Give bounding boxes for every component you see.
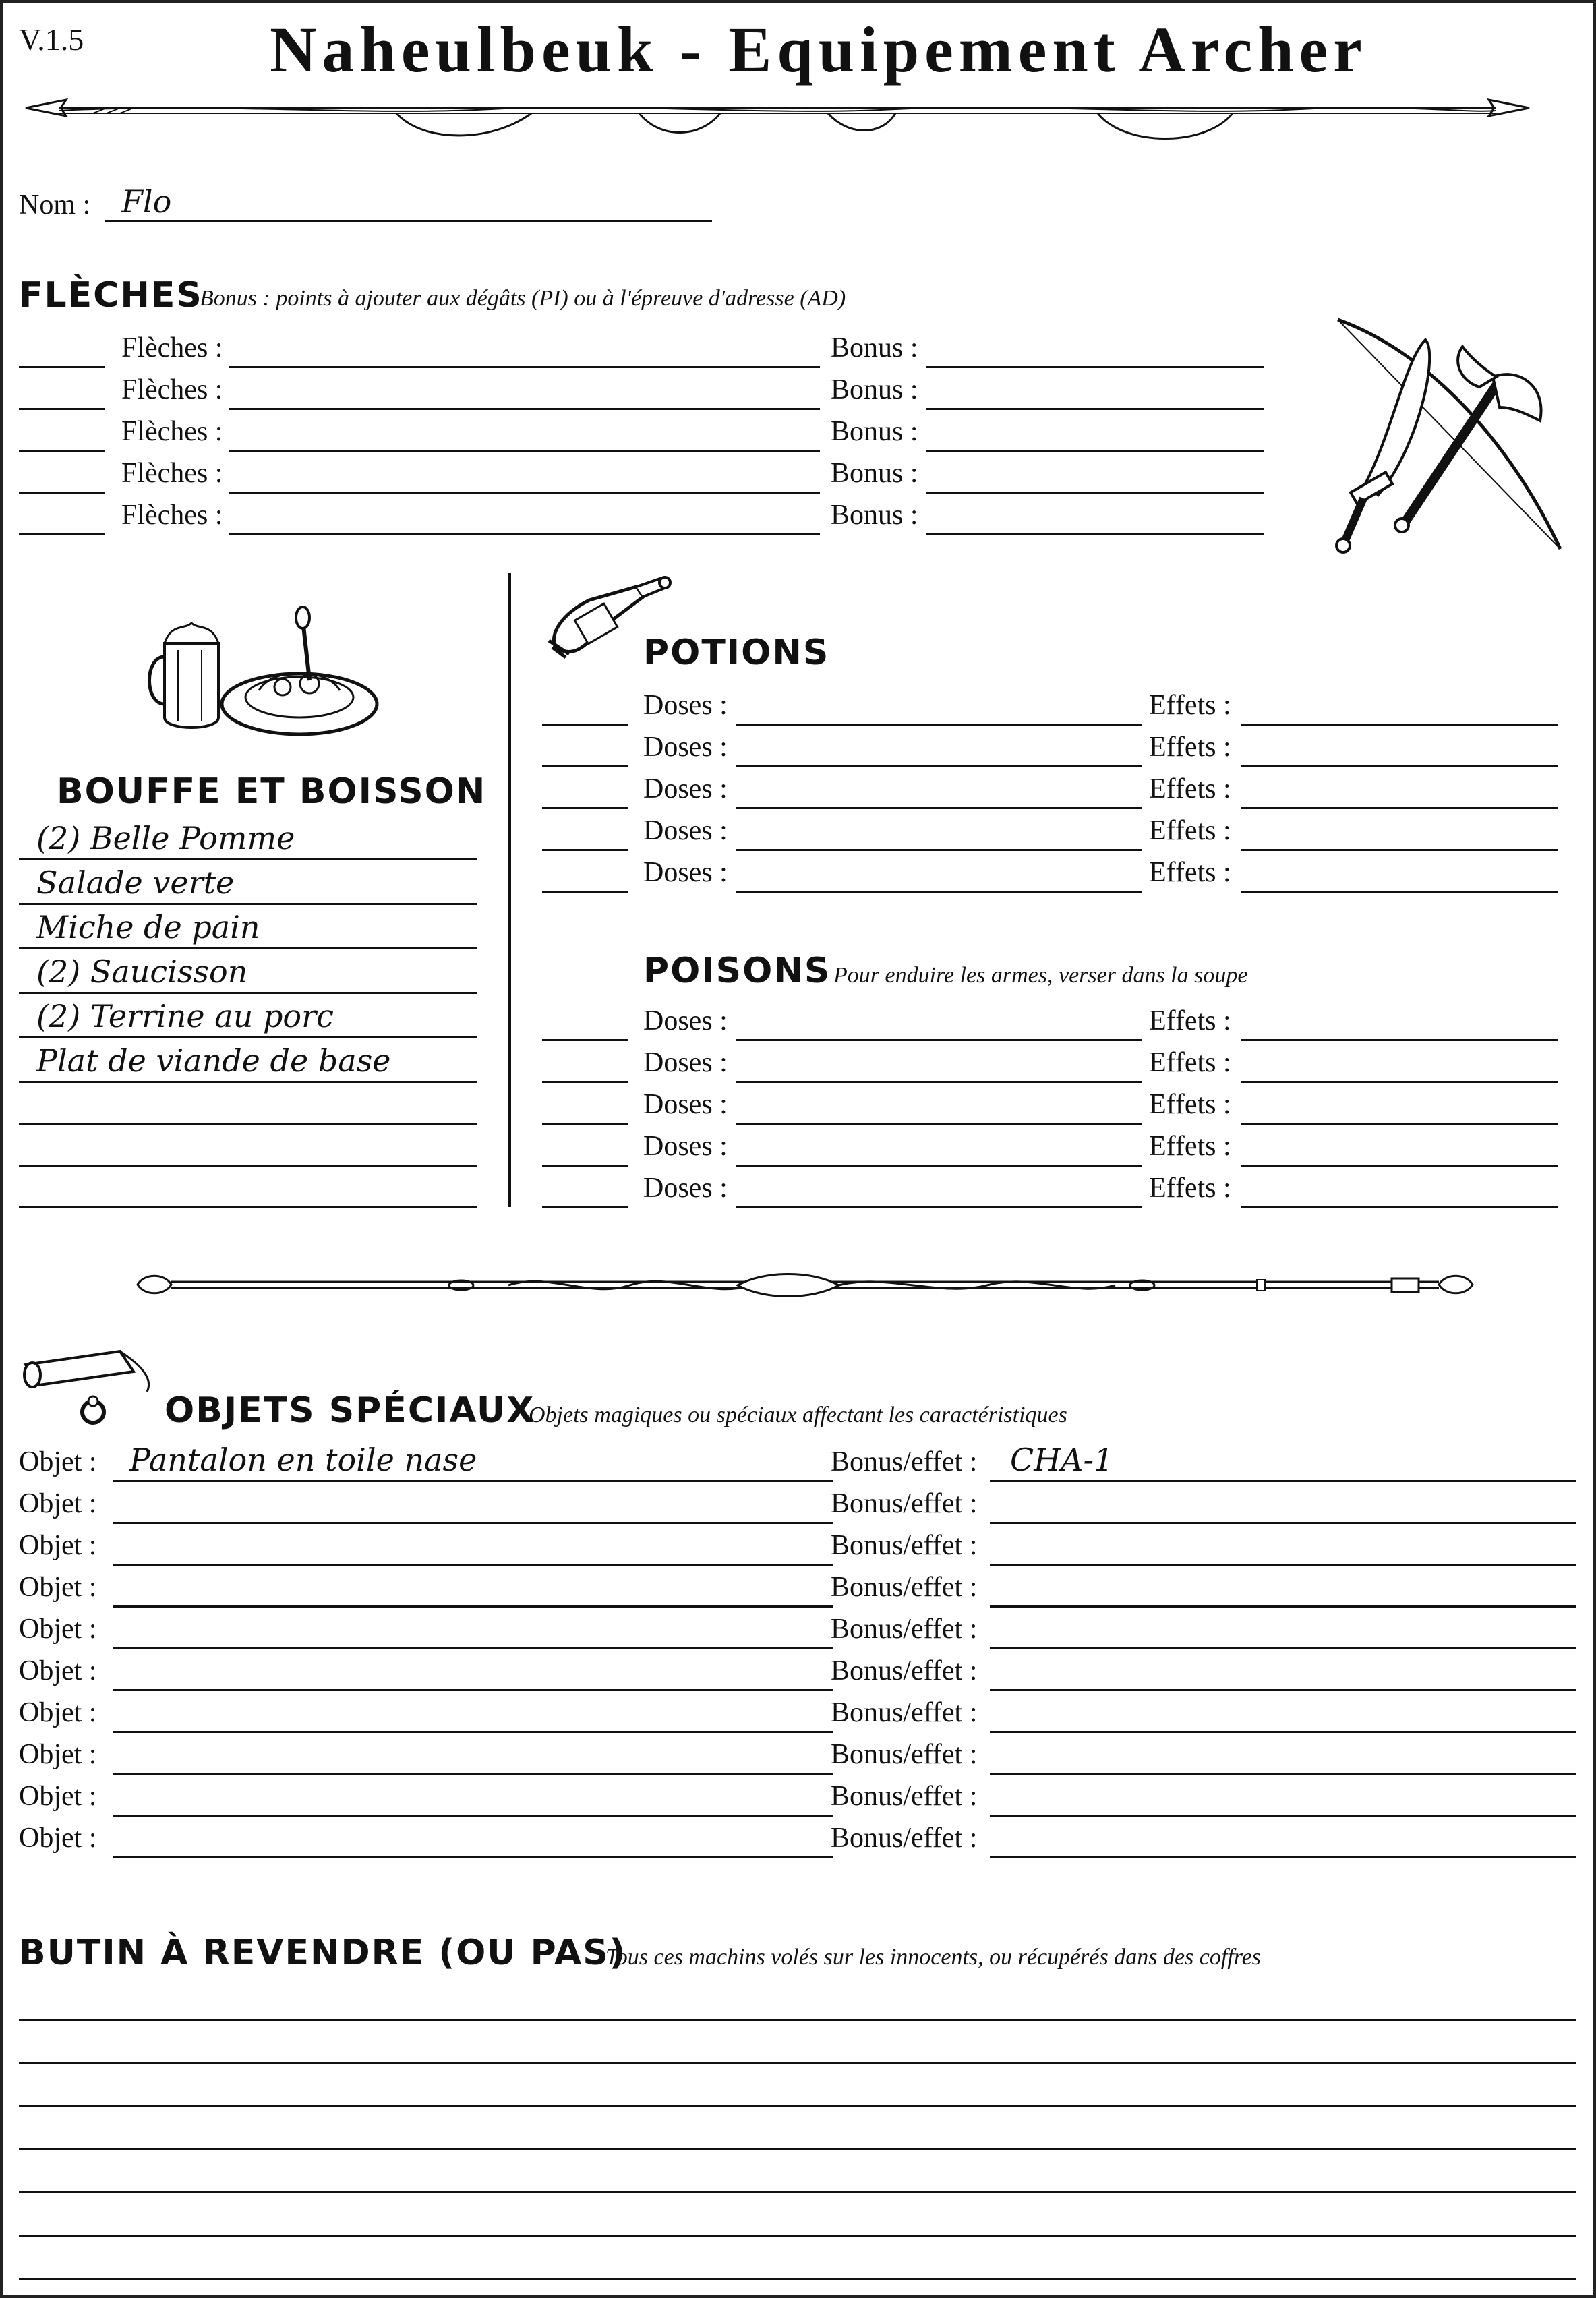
poisons-note: Pour enduire les armes, verser dans la soupe	[833, 963, 1248, 988]
doses-label: Doses :	[643, 690, 728, 721]
poison-count-line[interactable]	[542, 1206, 628, 1208]
bonus-effet-label: Bonus/effet :	[831, 1655, 978, 1686]
objet-label: Objet :	[19, 1530, 97, 1561]
effets-line[interactable]	[1241, 1206, 1558, 1208]
objet-row	[19, 1608, 1578, 1649]
effets-label: Effets :	[1149, 773, 1231, 804]
butin-title: BUTIN À REVENDRE (OU PAS)	[19, 1933, 627, 1973]
bonus-label: Bonus :	[831, 458, 918, 489]
fleches-row	[19, 410, 1273, 452]
fleches-type-line[interactable]	[229, 533, 820, 535]
doses-label: Doses :	[643, 1005, 728, 1036]
fleches-label: Flèches :	[121, 500, 223, 531]
poison-row	[542, 1041, 1560, 1083]
bouffe-title: BOUFFE ET BOISSON	[57, 771, 487, 812]
bonus-effet-label: Bonus/effet :	[831, 1488, 978, 1519]
butin-line[interactable]	[19, 2148, 1576, 2150]
staff-divider-icon	[131, 1261, 1479, 1308]
potion-row	[542, 809, 1560, 851]
objet-row	[19, 1733, 1578, 1775]
doses-label: Doses :	[643, 1173, 728, 1204]
objet-label: Objet :	[19, 1614, 97, 1645]
objet-label: Objet :	[19, 1823, 97, 1854]
fleches-label: Flèches :	[121, 374, 223, 405]
bonus-line[interactable]	[926, 533, 1264, 535]
objets-note: Objets magiques ou spéciaux affectant les caractéristiques	[529, 1403, 1067, 1427]
bonus-effet-label: Bonus/effet :	[831, 1697, 978, 1728]
doses-label: Doses :	[643, 857, 728, 888]
bonus-effet-label: Bonus/effet :	[831, 1572, 978, 1603]
objet-row	[19, 1482, 1578, 1524]
food-item-text[interactable]: (2) Saucisson	[36, 953, 248, 990]
bonus-effet-label: Bonus/effet :	[831, 1614, 978, 1645]
objet-row	[19, 1691, 1578, 1733]
list-item	[19, 860, 479, 905]
bonus-effet-label: Bonus/effet :	[831, 1781, 978, 1812]
objet-line	[113, 1856, 833, 1858]
fleches-count-line[interactable]	[19, 533, 105, 535]
bouffe-list	[19, 816, 479, 1210]
list-item	[19, 1125, 479, 1167]
poison-name-line[interactable]	[736, 1206, 1142, 1208]
butin-note: Tous ces machins volés sur les innocents, ou récupérés dans des coffres	[605, 1945, 1262, 1970]
bonus-label: Bonus :	[831, 332, 918, 363]
fleches-row	[19, 326, 1273, 368]
doses-label: Doses :	[643, 1131, 728, 1162]
butin-line[interactable]	[19, 2278, 1576, 2280]
potions-table	[542, 684, 1560, 900]
potion-name-line[interactable]	[736, 891, 1142, 893]
bonus-effet-label: Bonus/effet :	[831, 1823, 978, 1854]
version-label: V.1.5	[19, 22, 84, 57]
objet-label: Objet :	[19, 1572, 97, 1603]
bonus-effet-label: Bonus/effet :	[831, 1739, 978, 1770]
scroll-and-ring-icon	[19, 1345, 160, 1432]
fleches-row	[19, 452, 1273, 494]
objets-title: OBJETS SPÉCIAUX	[165, 1390, 535, 1431]
page-title: Naheulbeuk - Equipement Archer	[270, 13, 1367, 86]
butin-line[interactable]	[19, 2062, 1576, 2064]
column-divider	[508, 573, 511, 1207]
fleches-title: FLÈCHES	[19, 275, 203, 316]
doses-label: Doses :	[643, 1089, 728, 1120]
food-item-text[interactable]: Plat de viande de base	[36, 1042, 391, 1079]
effets-label: Effets :	[1149, 1047, 1231, 1078]
food-item-text[interactable]: Salade verte	[36, 864, 235, 901]
doses-label: Doses :	[643, 773, 728, 804]
nom-label: Nom :	[19, 189, 91, 220]
objet-row	[19, 1775, 1578, 1817]
food-item-text[interactable]: (2) Belle Pomme	[36, 820, 295, 856]
effets-label: Effets :	[1149, 857, 1231, 888]
nom-line	[105, 220, 712, 222]
nom-value[interactable]: Flo	[121, 183, 172, 220]
doses-label: Doses :	[643, 732, 728, 763]
effets-label: Effets :	[1149, 1005, 1231, 1036]
list-item	[19, 1083, 479, 1125]
objet-row	[19, 1817, 1578, 1858]
bonus-label: Bonus :	[831, 374, 918, 405]
objet-label: Objet :	[19, 1488, 97, 1519]
fleches-label: Flèches :	[121, 458, 223, 489]
objet-label: Objet :	[19, 1739, 97, 1770]
objet-row	[19, 1566, 1578, 1608]
bow-sword-axe-icon	[1324, 313, 1574, 562]
potion-row	[542, 767, 1560, 809]
bonus-label: Bonus :	[831, 500, 918, 531]
effets-label: Effets :	[1149, 1173, 1231, 1204]
potion-row	[542, 684, 1560, 726]
poison-row	[542, 1083, 1560, 1125]
bonus-effet-label: Bonus/effet :	[831, 1530, 978, 1561]
objet-row	[19, 1524, 1578, 1566]
bonus-label: Bonus :	[831, 416, 918, 447]
objet-row	[19, 1440, 1578, 1482]
arrow-divider-icon	[19, 89, 1536, 150]
butin-line[interactable]	[19, 2191, 1576, 2193]
poison-row	[542, 1125, 1560, 1167]
butin-line[interactable]	[19, 2235, 1576, 2237]
effets-label: Effets :	[1149, 732, 1231, 763]
list-item	[19, 905, 479, 949]
bonus-effet-line	[990, 1856, 1576, 1858]
objet-label: Objet :	[19, 1655, 97, 1686]
objet-row	[19, 1649, 1578, 1691]
objet-label: Objet :	[19, 1446, 97, 1477]
objet-label: Objet :	[19, 1781, 97, 1812]
bonus-effet-value[interactable]: CHA-1	[1010, 1442, 1114, 1478]
poisons-table	[542, 999, 1560, 1215]
list-item	[19, 1038, 479, 1083]
effets-label: Effets :	[1149, 815, 1231, 846]
food-item-text[interactable]: (2) Terrine au porc	[36, 998, 334, 1034]
potion-row	[542, 851, 1560, 893]
fleches-label: Flèches :	[121, 332, 223, 363]
objets-table	[19, 1440, 1578, 1872]
fleches-table	[19, 326, 1273, 542]
potions-title: POTIONS	[643, 632, 830, 673]
effets-line[interactable]	[1241, 891, 1558, 893]
butin-line[interactable]	[19, 2105, 1576, 2107]
objet-label: Objet :	[19, 1697, 97, 1728]
doses-label: Doses :	[643, 815, 728, 846]
butin-line[interactable]	[19, 2019, 1576, 2021]
potion-count-line[interactable]	[542, 891, 628, 893]
fleches-row	[19, 494, 1273, 535]
effets-label: Effets :	[1149, 690, 1231, 721]
list-item	[19, 994, 479, 1038]
poison-row	[542, 1167, 1560, 1208]
list-item	[19, 1167, 479, 1208]
doses-label: Doses :	[643, 1047, 728, 1078]
list-item	[19, 816, 479, 860]
poison-row	[542, 999, 1560, 1041]
bonus-effet-label: Bonus/effet :	[831, 1446, 978, 1477]
food-item-text[interactable]: Miche de pain	[36, 909, 260, 945]
list-item	[19, 949, 479, 994]
fleches-note: Bonus : points à ajouter aux dégâts (PI) ou à l'épreuve d'adresse (AD)	[200, 286, 846, 311]
effets-label: Effets :	[1149, 1131, 1231, 1162]
potion-row	[542, 726, 1560, 767]
effets-label: Effets :	[1149, 1089, 1231, 1120]
butin-lines	[19, 2019, 1578, 2289]
objet-value[interactable]: Pantalon en toile nase	[129, 1442, 477, 1478]
fleches-label: Flèches :	[121, 416, 223, 447]
fleches-row	[19, 368, 1273, 410]
poisons-title: POISONS	[643, 951, 831, 991]
food-item-line	[19, 1206, 477, 1208]
mug-and-plate-icon	[138, 603, 387, 744]
